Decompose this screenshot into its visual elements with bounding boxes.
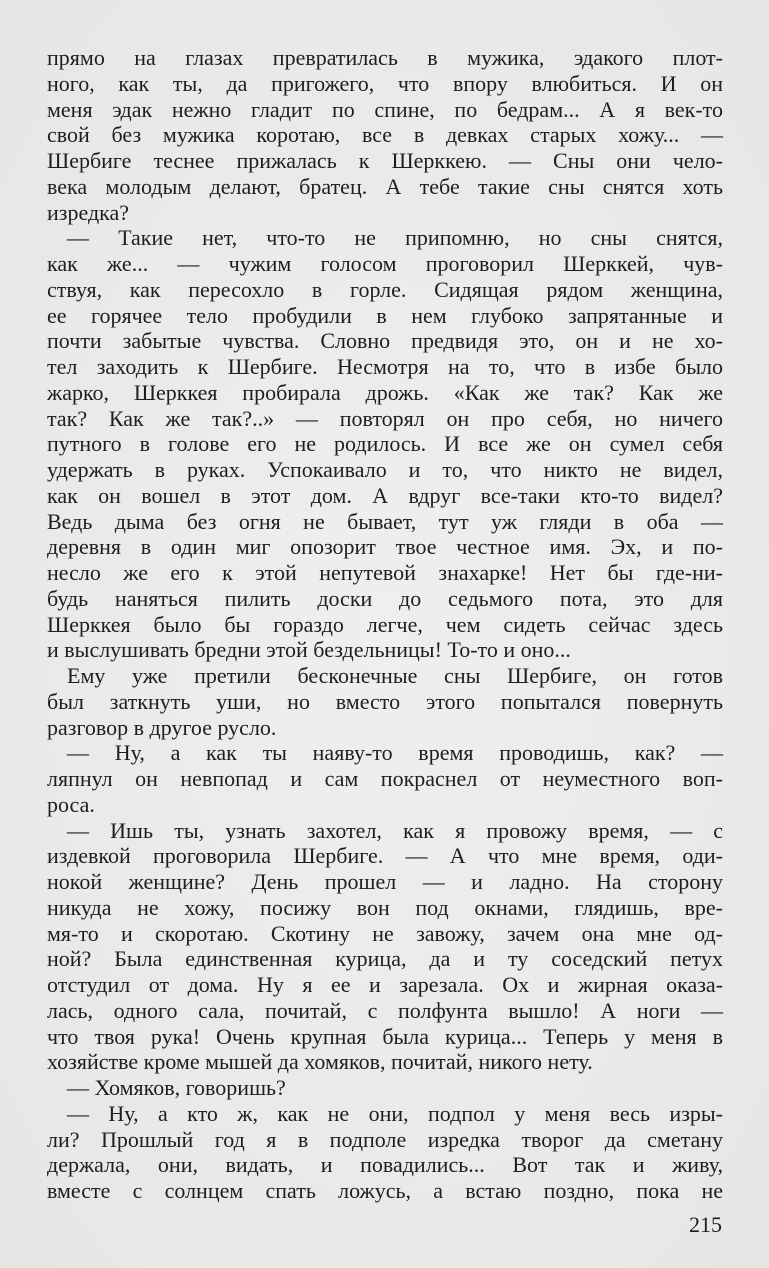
text-line: почти забытые чувства. Словно предвидя это, он и не хо- bbox=[47, 328, 723, 354]
text-line: ной? Была единственная курица, да и ту соседский петух bbox=[47, 946, 723, 972]
text-line: отстудил от дома. Ну я ее и зарезала. Ох и жирная оказа- bbox=[47, 972, 723, 997]
text-line: жарко, Шерккея пробирала дрожь. «Как же так? Как же bbox=[47, 379, 723, 405]
text-line: несло же его к этой непутевой знахарке! Нет бы где-ни- bbox=[47, 560, 723, 585]
paragraph bbox=[47, 1101, 723, 1204]
text-line: разговор в другое русло. bbox=[47, 714, 277, 740]
text-line: меня эдак нежно гладит по спине, по бедрам... А я век-то bbox=[47, 96, 723, 122]
text-line: что твоя рука! Очень крупная была курица... Теперь у меня в bbox=[47, 1023, 723, 1049]
text-line: — Ну, а кто ж, как не они, подпол у меня весь изры- bbox=[67, 1100, 723, 1126]
paragraph bbox=[47, 225, 723, 663]
text-line: нокой женщине? День прошел — и ладно. На сторону bbox=[47, 869, 723, 894]
text-line: прямо на глазах превратилась в мужика, эдакого плот- bbox=[47, 45, 723, 70]
text-line: путного в голове его не родилось. И все же он сумел себя bbox=[47, 431, 723, 457]
text-line: ее горячее тело пробудили в нем глубоко запрятанные и bbox=[47, 302, 723, 328]
text-line: Шерккея было бы гораздо легче, чем сидеть сейчас здесь bbox=[47, 611, 723, 637]
text-line: тел заходить к Шербиге. Несмотря на то, что в избе было bbox=[47, 354, 723, 379]
text-line: хозяйстве кроме мышей да хомяков, почитай, никого нету. bbox=[47, 1049, 593, 1075]
text-line: ного, как ты, да пригожего, что впору влюбиться. И он bbox=[47, 70, 723, 96]
text-line: так? Как же так?..» — повторял он про себя, но ничего bbox=[47, 405, 723, 431]
text-line: роса. bbox=[47, 791, 95, 817]
paragraph bbox=[47, 663, 723, 740]
text-line: удержать в руках. Успокаивало и то, что никто не видел, bbox=[47, 457, 723, 482]
text-line: ли? Прошлый год я в подполе изредка творог да сметану bbox=[47, 1126, 723, 1152]
text-line: — Ну, а как ты наяву-то время проводишь, как? — bbox=[67, 740, 723, 766]
page-number: 215 bbox=[689, 1212, 722, 1237]
text-line: как он вошел в этот дом. А вдруг все-таки кто-то видел? bbox=[47, 482, 723, 508]
text-line: лась, одного сала, почитай, с полфунта вышло! А ноги — bbox=[47, 997, 723, 1023]
text-line: — Такие нет, что-то не припомню, но сны снятся, bbox=[67, 225, 723, 251]
text-line: мя-то и скоротаю. Скотину не завожу, зачем она мне од- bbox=[47, 920, 723, 946]
paragraph bbox=[47, 740, 723, 817]
body-text bbox=[47, 45, 723, 1204]
text-line: и выслушивать бредни этой бездельницы! То-то и оно... bbox=[47, 637, 571, 663]
text-line: изредка? bbox=[47, 199, 130, 225]
paragraph bbox=[47, 1075, 723, 1101]
text-line: ляпнул он невпопад и сам покраснел от неуместного воп- bbox=[47, 766, 723, 791]
text-line: Ведь дыма без огня не бывает, тут уж гляди в оба — bbox=[47, 508, 723, 534]
paragraph bbox=[47, 818, 723, 1076]
text-line: — Хомяков, говоришь? bbox=[67, 1075, 286, 1100]
text-line: ствуя, как пересохло в горле. Сидящая рядом женщина, bbox=[47, 276, 723, 302]
text-line: — Ишь ты, узнать захотел, как я провожу время, — с bbox=[67, 817, 723, 843]
text-line: держала, они, видать, и повадились... Вот так и живу, bbox=[47, 1152, 723, 1178]
text-line: Ему уже претили бесконечные сны Шербиге, он готов bbox=[67, 663, 723, 688]
text-line: свой без мужика коротаю, все в девках старых хожу... — bbox=[47, 122, 723, 148]
text-line: будь наняться пилить доски до седьмого пота, это для bbox=[47, 585, 723, 611]
text-line: был заткнуть уши, но вместо этого попытался повернуть bbox=[47, 688, 723, 714]
text-line: деревня в один миг опозорит твое честное имя. Эх, и по- bbox=[47, 534, 723, 560]
text-line: никуда не хожу, посижу вон под окнами, глядишь, вре- bbox=[47, 894, 723, 920]
text-line: вместе с солнцем спать ложусь, а встаю поздно, пока не bbox=[47, 1178, 723, 1203]
text-line: как же... — чужим голосом проговорил Шерккей, чув- bbox=[47, 251, 723, 276]
text-line: Шербиге теснее прижалась к Шерккею. — Сны они чело- bbox=[47, 148, 723, 173]
paragraph bbox=[47, 45, 723, 225]
text-line: издевкой проговорила Шербиге. — А что мне время, оди- bbox=[47, 843, 723, 869]
text-line: века молодым делают, братец. А тебе такие сны снятся хоть bbox=[47, 173, 723, 199]
